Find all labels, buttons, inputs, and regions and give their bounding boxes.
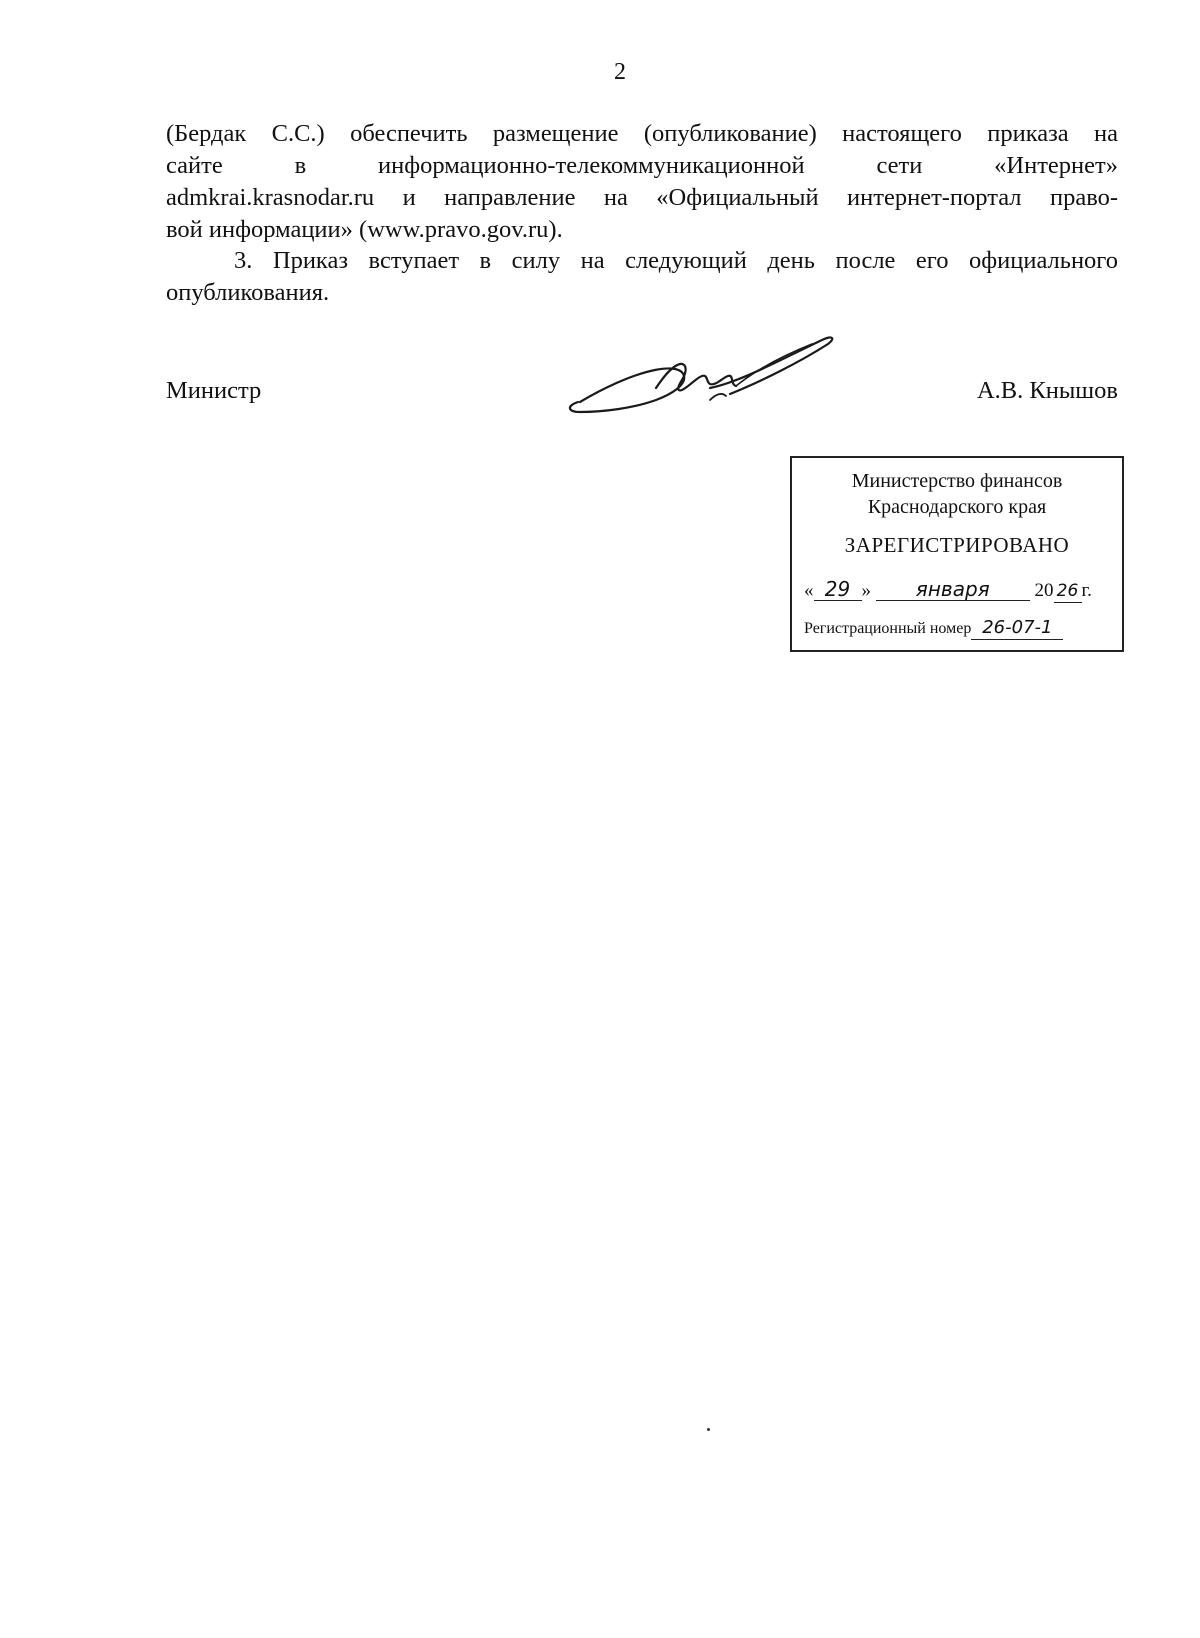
reg-number: 26-07-1 xyxy=(971,617,1063,640)
page-number: 2 xyxy=(614,59,626,85)
paragraph-line: вой информации» (www.pravo.gov.ru). xyxy=(166,216,563,243)
stamp-status: ЗАРЕГИСТРИРОВАНО xyxy=(844,533,1070,557)
paragraph-publication xyxy=(166,118,1118,246)
paragraph-line: 3. Приказ вступает в силу на следующий день после его официального xyxy=(234,247,1118,274)
paragraph-line: (Бердак С.С.) обеспечить размещение (опубликование) настоящего приказа на xyxy=(166,120,1118,147)
date-year-unit: г. xyxy=(1081,580,1092,601)
date-year-prefix: 20 xyxy=(1034,580,1054,601)
scan-speck xyxy=(707,1428,710,1431)
stamp-organization xyxy=(792,468,1122,520)
paragraph-effective-date xyxy=(166,245,1118,309)
stamp-org-line: Краснодарского края xyxy=(867,496,1047,518)
date-close-quote: » xyxy=(861,580,871,601)
date-year-suffix: 26 xyxy=(1054,580,1082,603)
paragraph-line: admkrai.krasnodar.ru и направление на «Официальный интернет-портал право- xyxy=(166,184,1118,211)
stamp-org-line: Министерство финансов xyxy=(851,470,1063,492)
date-open-quote: « xyxy=(804,580,814,601)
signatory-name: А.В. Кнышов xyxy=(976,377,1118,404)
signatory-position: Министр xyxy=(166,377,262,404)
paragraph-line: опубликования. xyxy=(166,279,330,306)
stamp-date xyxy=(804,577,1116,605)
date-month: января xyxy=(876,578,1030,601)
paragraph-line: сайте в информационно-телекоммуникационной сети «Интернет» xyxy=(166,152,1118,179)
registration-stamp xyxy=(790,456,1124,652)
handwritten-signature xyxy=(560,330,860,430)
stamp-registration-number xyxy=(804,616,1116,642)
date-day: 29 xyxy=(814,578,862,601)
reg-label: Регистрационный номер xyxy=(804,620,972,637)
